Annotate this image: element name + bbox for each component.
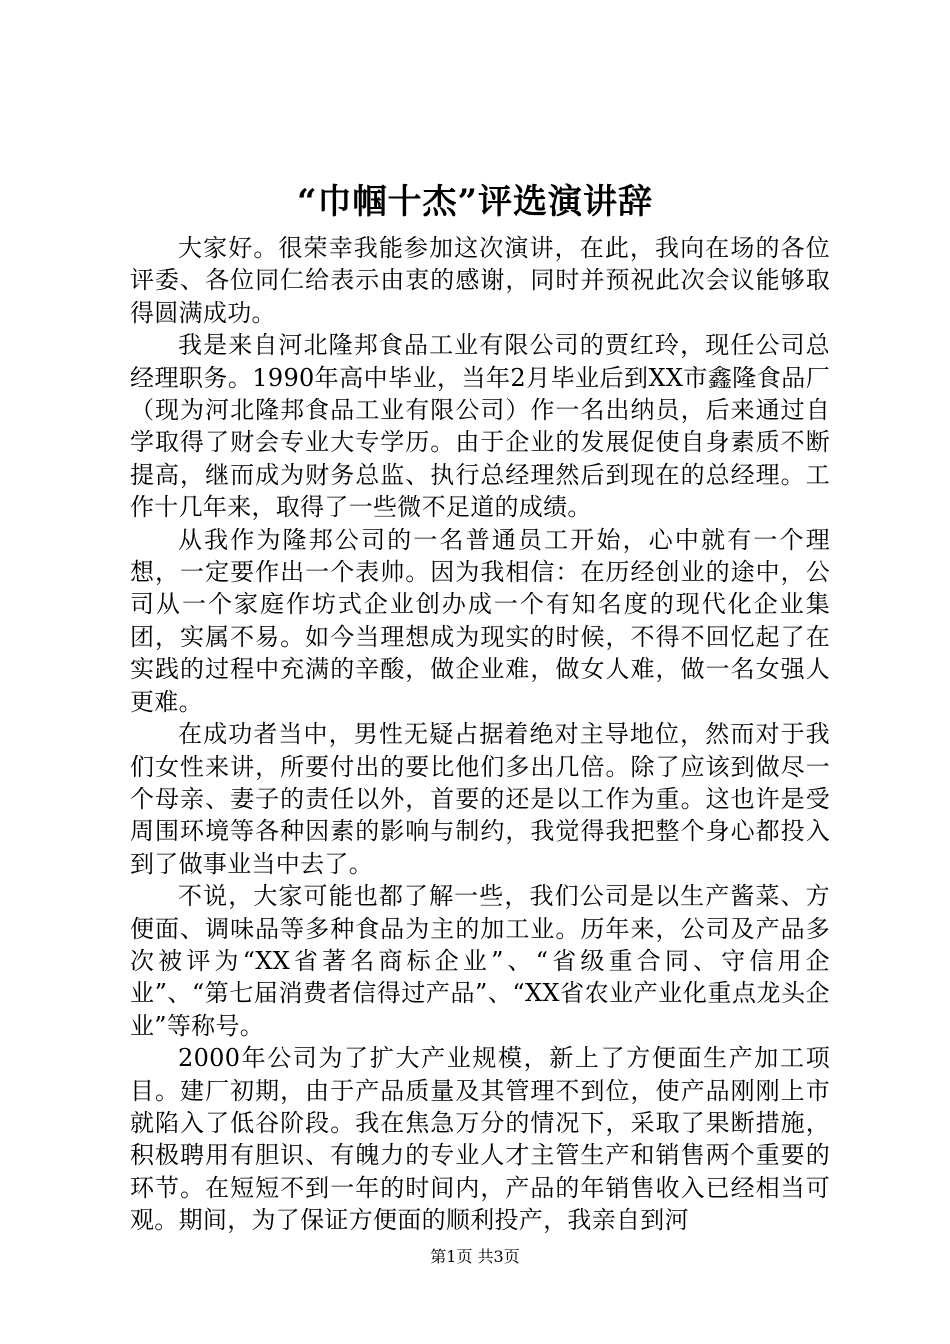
paragraph: 2000年公司为了扩大产业规模，新上了方便面生产加工项目。建厂初期，由于产品质量及其管理不到位，使产品刚刚上市就陷入了低谷阶段。我在焦急万分的情况下，采取了果断措施，积极聘用有胆识、有魄力的专业人才主管生产和销售两个重要的环节。在短短不到一年的时间内，产品的年销售收入已经相当可观。期间，为了保证方便面的顺利投产，我亲自到河 [130,1044,830,1235]
paragraph: 在成功者当中，男性无疑占据着绝对主导地位，然而对于我们女性来讲，所要付出的要比他们多出几倍。除了应该到做尽一个母亲、妻子的责任以外，首要的还是以工作为重。这也许是受周围环境等各种因素的影响与制约，我觉得我把整个身心都投入到了做事业当中去了。 [130,720,830,878]
paragraph: 从我作为隆邦公司的一名普通员工开始，心中就有一个理想，一定要作出一个表帅。因为我相信：在历经创业的途中，公司从一个家庭作坊式企业创办成一个有知名度的现代化企业集团，实属不易。如今当理想成为现实的时候，不得不回忆起了在实践的过程中充满的辛酸，做企业难，做女人难，做一名女强人更难。 [130,525,830,716]
paragraph: 不说，大家可能也都了解一些，我们公司是以生产酱菜、方便面、调味品等多种食品为主的加工业。历年来，公司及产品多次被评为“XX省著名商标企业”、“省级重合同、守信用企业”、“第七届消费者信得过产品”、“XX省农业产业化重点龙头企业”等称号。 [130,882,830,1040]
page-number-footer: 第1页 共3页 [430,1247,520,1266]
paragraph: 大家好。很荣幸我能参加这次演讲，在此，我向在场的各位评委、各位同仁给表示由衷的感谢，同时并预祝此次会议能够取得圆满成功。 [130,234,830,327]
document-title: “巾帼十杰”评选演讲辞 [296,182,654,222]
document-body [130,232,830,1237]
paragraph: 我是来自河北隆邦食品工业有限公司的贾红玲，现任公司总经理职务。1990年高中毕业，当年2月毕业后到XX市鑫隆食品厂（现为河北隆邦食品工业有限公司）作一名出纳员，后来通过自学取得了财会专业大专学历。由于企业的发展促使自身素质不断提高，继而成为财务总监、执行总经理然后到现在的总经理。工作十几年来，取得了一些微不足道的成绩。 [130,331,830,522]
